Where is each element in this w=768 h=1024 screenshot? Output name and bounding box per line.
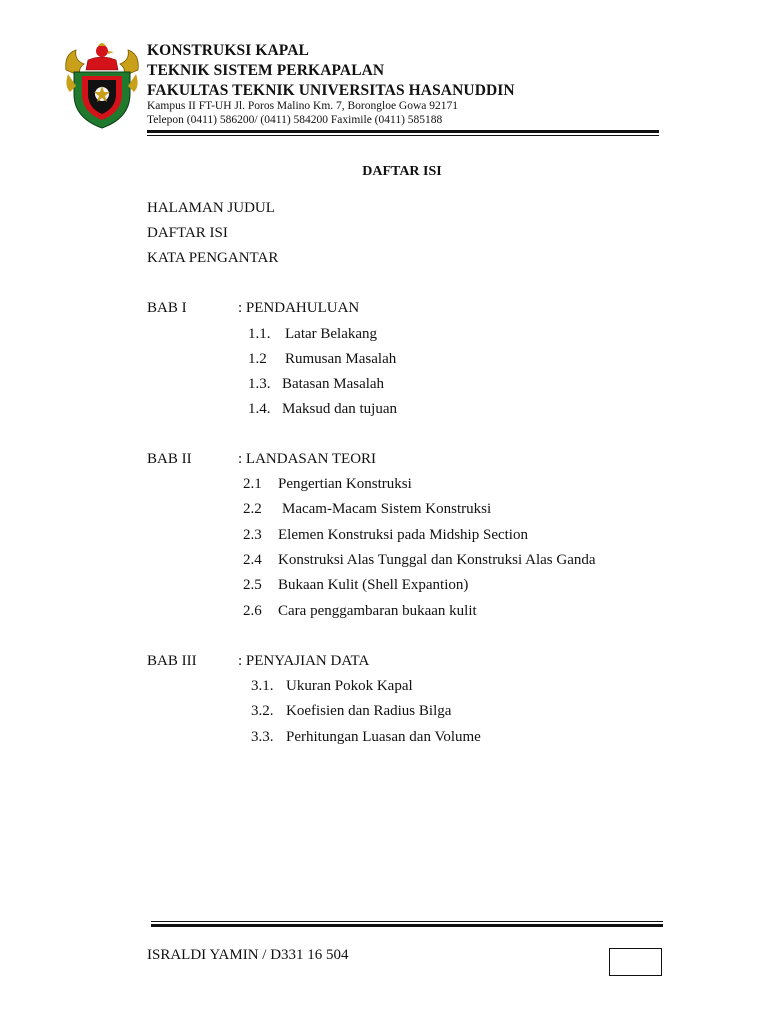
toc-item-number: 2.1 <box>243 476 262 492</box>
front-matter-item: KATA PENGANTAR <box>147 250 279 266</box>
toc-item-text: Konstruksi Alas Tunggal dan Konstruksi Alas Ganda <box>278 552 596 568</box>
toc-item-number: 3.2. <box>251 703 274 719</box>
university-crest-icon <box>62 42 142 130</box>
toc-item-number: 1.1. <box>248 326 271 342</box>
toc-item-text: Macam-Macam Sistem Konstruksi <box>282 501 492 517</box>
toc-item-number: 2.5 <box>243 577 262 593</box>
toc-item-number: 3.3. <box>251 729 274 745</box>
toc-item-text: Koefisien dan Radius Bilga <box>286 703 452 719</box>
page-number-box <box>609 948 662 976</box>
document-title: DAFTAR ISI <box>362 164 442 179</box>
toc-item-text: Batasan Masalah <box>282 376 385 392</box>
chapter-title: : PENYAJIAN DATA <box>238 653 370 669</box>
toc-item-text: Latar Belakang <box>285 326 378 342</box>
toc-item-number: 3.1. <box>251 678 274 694</box>
toc-item-number: 2.3 <box>243 527 262 543</box>
chapter-label: BAB II <box>147 451 192 467</box>
chapter-label: BAB III <box>147 653 197 669</box>
chapter-title: : LANDASAN TEORI <box>238 451 377 467</box>
header-program: TEKNIK SISTEM PERKAPALAN <box>147 62 385 79</box>
header-address: Kampus II FT-UH Jl. Poros Malino Km. 7, Borongloe Gowa 92171 <box>147 100 459 112</box>
toc-item-number: 1.2 <box>248 351 267 367</box>
toc-item-text: Ukuran Pokok Kapal <box>286 678 413 694</box>
toc-item-number: 2.6 <box>243 603 262 619</box>
front-matter-item: DAFTAR ISI <box>147 225 228 241</box>
toc-item-text: Pengertian Konstruksi <box>278 476 412 492</box>
chapter-label: BAB I <box>147 300 187 316</box>
header-phone: Telepon (0411) 586200/ (0411) 584200 Faximile (0411) 585188 <box>147 114 443 126</box>
toc-item-number: 1.3. <box>248 376 271 392</box>
toc-item-text: Cara penggambaran bukaan kulit <box>278 603 477 619</box>
footer-divider-thick <box>151 924 663 927</box>
toc-item-text: Elemen Konstruksi pada Midship Section <box>278 527 528 543</box>
toc-item-text: Bukaan Kulit (Shell Expantion) <box>278 577 469 593</box>
footer-divider-thin <box>151 921 663 922</box>
header-divider-thin <box>147 135 659 136</box>
footer-author: ISRALDI YAMIN / D331 16 504 <box>147 947 349 963</box>
front-matter-item: HALAMAN JUDUL <box>147 200 275 216</box>
toc-item-text: Perhitungan Luasan dan Volume <box>286 729 481 745</box>
toc-item-number: 2.2 <box>243 501 262 517</box>
header-divider-thick <box>147 130 659 133</box>
toc-item-text: Maksud dan tujuan <box>282 401 397 417</box>
chapter-title: : PENDAHULUAN <box>238 300 360 316</box>
toc-item-number: 1.4. <box>248 401 271 417</box>
toc-item-number: 2.4 <box>243 552 262 568</box>
header-dept: KONSTRUKSI KAPAL <box>147 42 309 59</box>
header-faculty: FAKULTAS TEKNIK UNIVERSITAS HASANUDDIN <box>147 82 515 99</box>
toc-item-text: Rumusan Masalah <box>285 351 397 367</box>
